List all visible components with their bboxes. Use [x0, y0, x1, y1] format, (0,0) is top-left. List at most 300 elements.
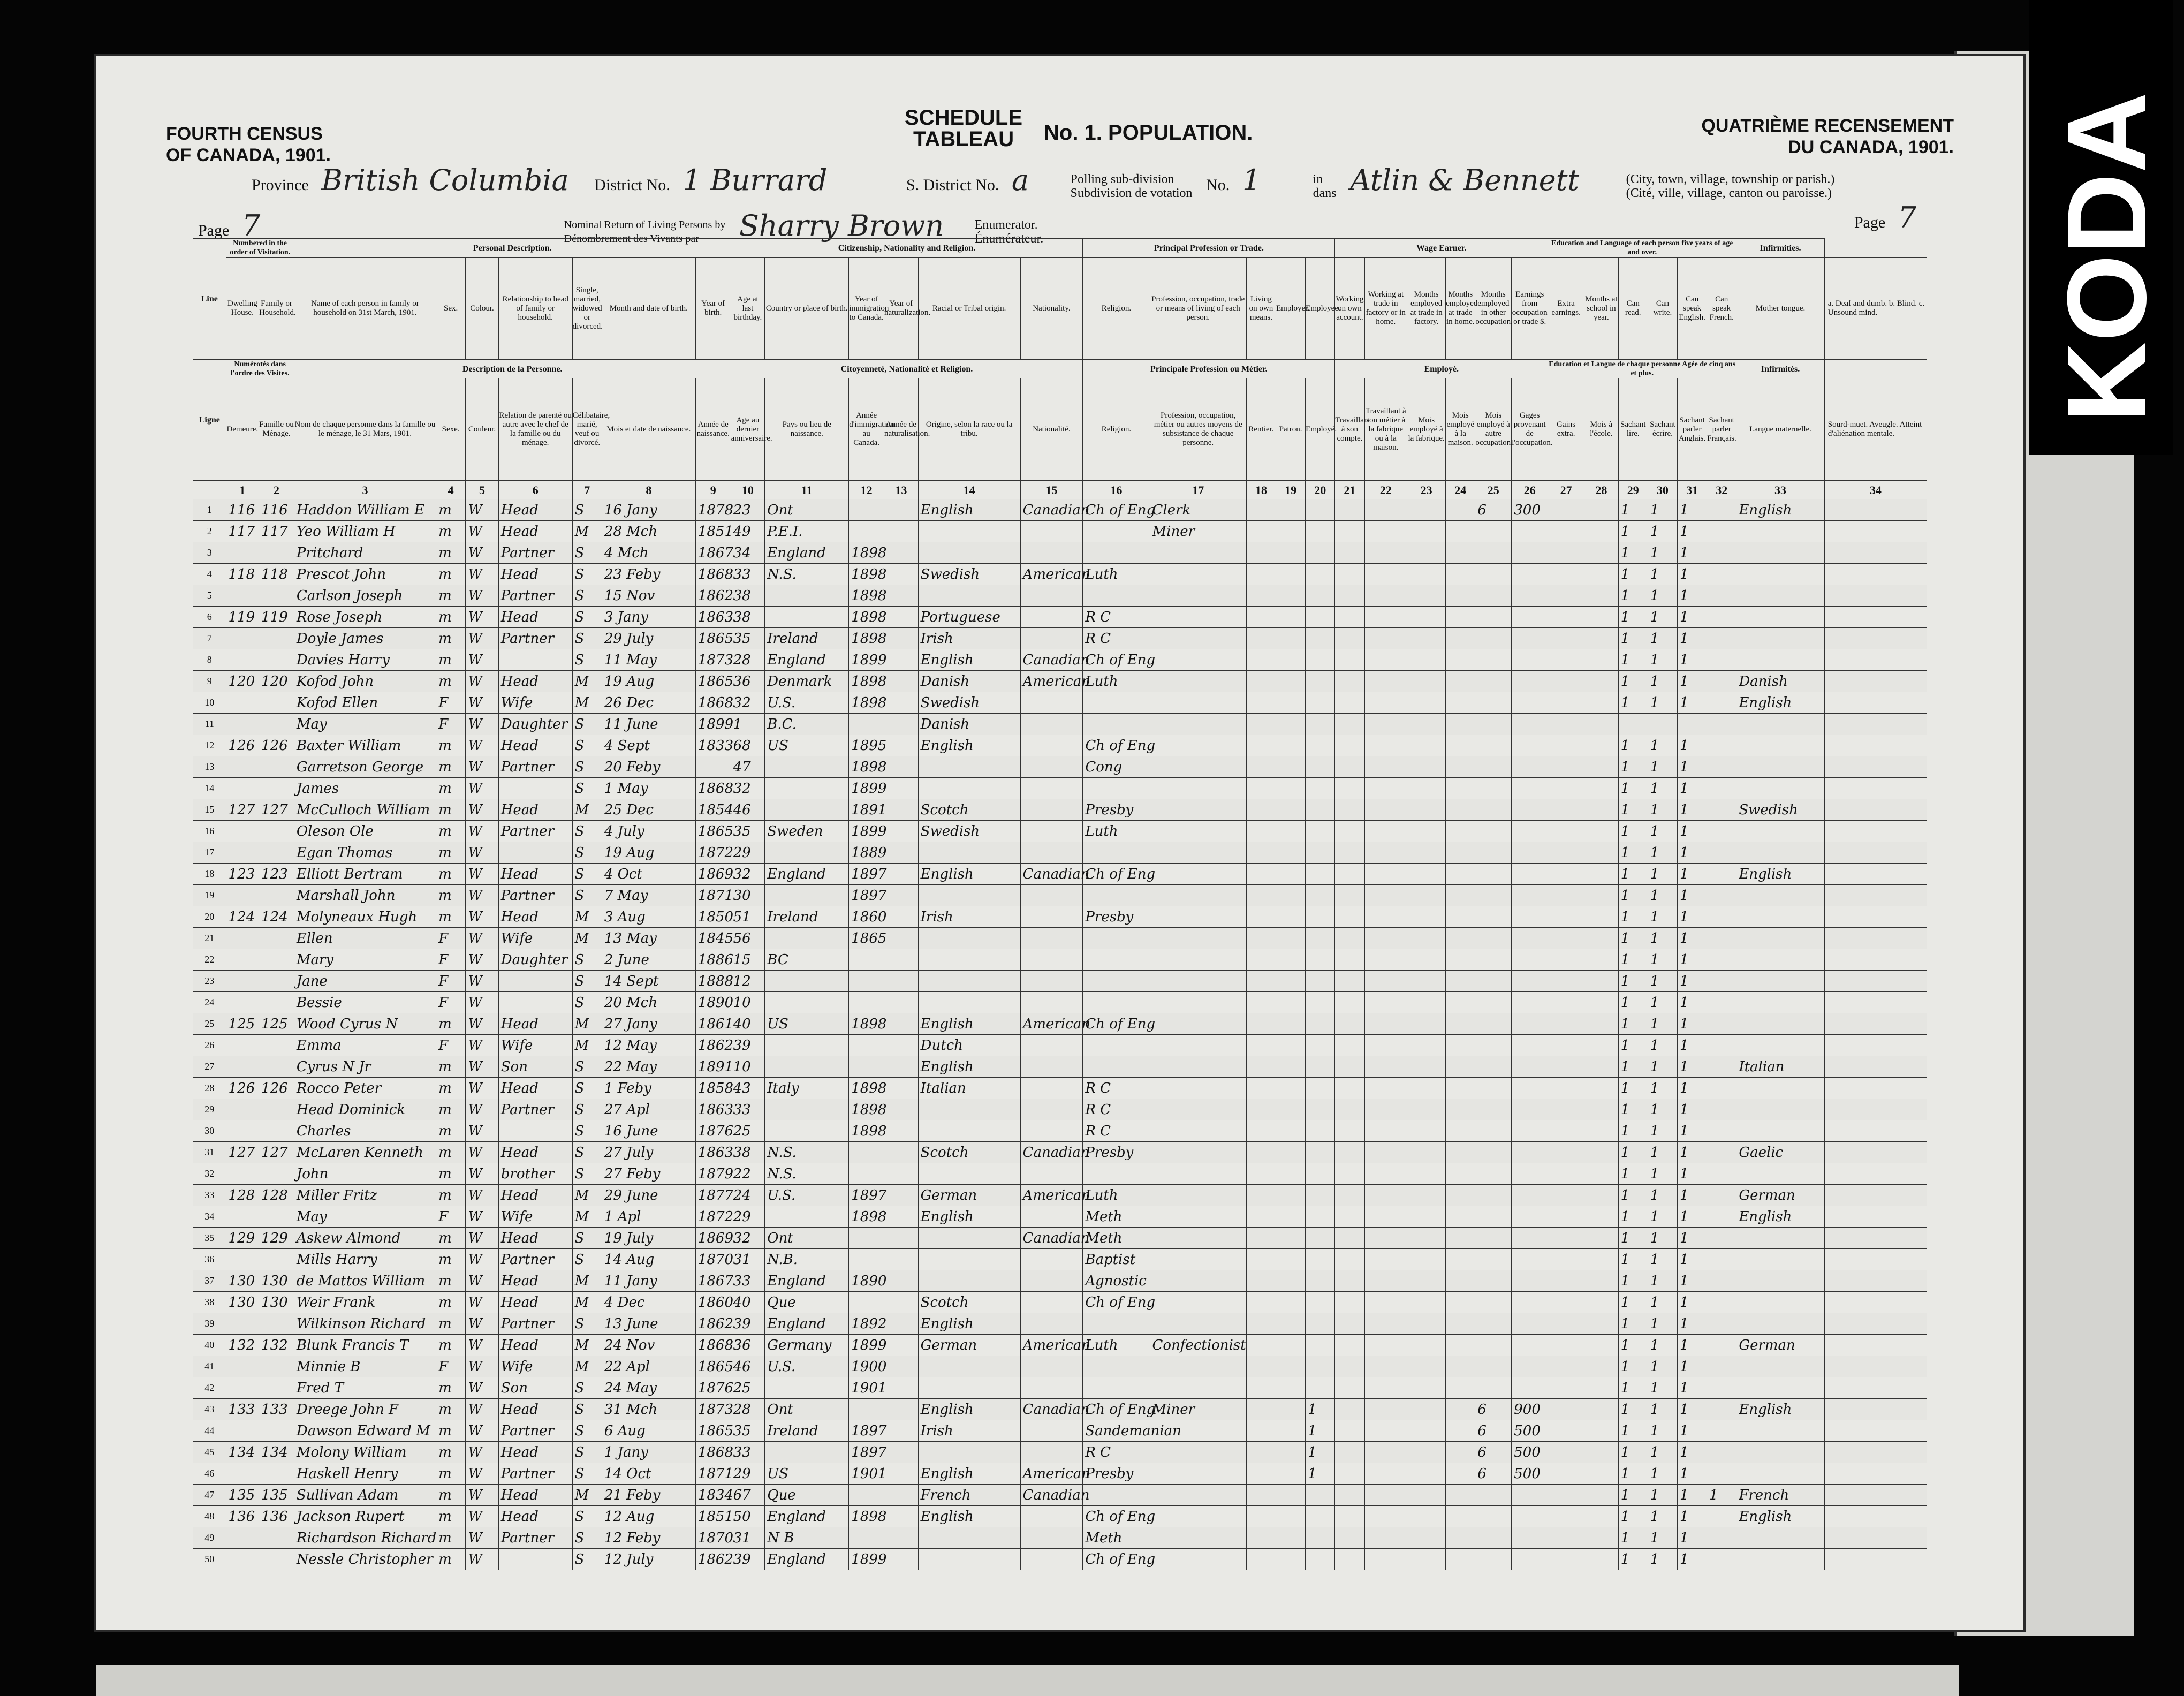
cell-own: [1246, 778, 1276, 799]
cell-mar: S: [572, 542, 602, 564]
cell-h: [226, 1099, 259, 1120]
table-row: [193, 714, 1927, 735]
cell-m-f: [1407, 1270, 1446, 1292]
cell-imm: 1898: [849, 671, 884, 692]
cell-relig: Ch of Eng: [1083, 735, 1150, 756]
cell-name: McLaren Kenneth: [294, 1142, 436, 1163]
table-row: [193, 692, 1927, 714]
col-fr-mois-maison: Mois employé à la maison.: [1446, 378, 1475, 481]
cell-col: W: [466, 1270, 499, 1292]
cell-name: Mary: [294, 949, 436, 971]
cell-bd: 24 May: [602, 1377, 695, 1399]
cell-relig: [1083, 1485, 1150, 1506]
line-number: 37: [193, 1270, 226, 1292]
cell-relig: [1083, 692, 1150, 714]
cell-write: 1: [1648, 1142, 1677, 1163]
cell-m-h: [1446, 778, 1475, 799]
cell-age: 39: [731, 1549, 765, 1570]
cell-tongue: French: [1736, 1485, 1824, 1506]
cell-col: W: [466, 1549, 499, 1570]
cell-name: Askew Almond: [294, 1228, 436, 1249]
cell-inf: [1824, 971, 1927, 992]
cell-col: W: [466, 564, 499, 585]
cell-m-h: [1446, 949, 1475, 971]
cell-imm: [849, 992, 884, 1013]
cell-f: [259, 992, 294, 1013]
cell-ext: [1548, 756, 1584, 778]
infirmities-group-header: Infirmities.: [1736, 239, 1824, 258]
cell-ee: [1306, 1313, 1335, 1335]
column-number: 9: [695, 481, 731, 499]
cell-read: 1: [1618, 906, 1648, 928]
cell-col: W: [466, 1249, 499, 1270]
cell-m-f: [1407, 1249, 1446, 1270]
population-label: No. 1. POPULATION.: [1044, 121, 1253, 145]
cell-age: 67: [731, 1485, 765, 1506]
column-number: 21: [1335, 481, 1364, 499]
cell-imm: [849, 1142, 884, 1163]
cell-prof: [1150, 564, 1246, 585]
cell-sex: m: [436, 1527, 466, 1549]
table-row: [193, 1270, 1927, 1292]
cell-fr: 1: [1707, 1485, 1736, 1506]
cell-imm: 1897: [849, 885, 884, 906]
cell-eng: 1: [1678, 1099, 1707, 1120]
cell-mar: M: [572, 906, 602, 928]
cell-h: 123: [226, 864, 259, 885]
cell-m-f: [1407, 521, 1446, 542]
cell-orig: [918, 885, 1020, 906]
cell-ext: [1548, 1420, 1584, 1442]
cell-oa: [1335, 1228, 1364, 1249]
cell-col: W: [466, 992, 499, 1013]
cell-orig: Scotch: [918, 1142, 1020, 1163]
cell-eng: 1: [1678, 756, 1707, 778]
table-row: [193, 949, 1927, 971]
cell-ext: [1548, 628, 1584, 649]
line-number: 26: [193, 1035, 226, 1056]
cell-mar: M: [572, 521, 602, 542]
tableau-label: TABLEAU: [913, 127, 1014, 151]
cell-m-h: [1446, 692, 1475, 714]
cell-read: 1: [1618, 607, 1648, 628]
col-age: Age at last birthday.: [731, 258, 765, 360]
cell-imm: 1898: [849, 564, 884, 585]
cell-inf: [1824, 1013, 1927, 1035]
cell-natl: [1020, 756, 1083, 778]
cell-read: 1: [1618, 1249, 1648, 1270]
cell-sch: [1584, 971, 1619, 992]
cell-read: 1: [1618, 1099, 1648, 1120]
cell-sex: F: [436, 971, 466, 992]
cell-imm: 1898: [849, 607, 884, 628]
cell-read: 1: [1618, 778, 1648, 799]
citizenship-group-header-fr: Citoyenneté, Nationalité et Religion.: [731, 360, 1083, 378]
cell-age: 32: [731, 692, 765, 714]
cell-own: [1246, 521, 1276, 542]
cell-mar: S: [572, 1249, 602, 1270]
cell-prof: [1150, 671, 1246, 692]
cell-ext: [1548, 1377, 1584, 1399]
cell-emp: [1276, 906, 1306, 928]
cell-m-f: [1407, 1142, 1446, 1163]
cell-name: Garretson George: [294, 756, 436, 778]
cell-inf: [1824, 799, 1927, 821]
cell-imm: 1899: [849, 821, 884, 842]
line-number: 34: [193, 1206, 226, 1228]
cell-eng: 1: [1678, 1078, 1707, 1099]
cell-m-o: [1475, 992, 1512, 1013]
column-number: [193, 481, 226, 499]
cell-natl: [1020, 714, 1083, 735]
cell-emp: [1276, 971, 1306, 992]
cell-ext: [1548, 1228, 1584, 1249]
table-row: [193, 564, 1927, 585]
cell-rel: Partner: [498, 628, 572, 649]
cell-f: [259, 628, 294, 649]
line-number: 22: [193, 949, 226, 971]
cell-relig: Ch of Eng: [1083, 864, 1150, 885]
cell-orig: Irish: [918, 906, 1020, 928]
cell-wk: [1364, 585, 1407, 607]
cell-sex: m: [436, 499, 466, 521]
cell-prof: [1150, 542, 1246, 564]
cell-bp: US: [765, 735, 849, 756]
cell-bd: 11 May: [602, 649, 695, 671]
cell-imm: [849, 971, 884, 992]
cell-inf: [1824, 1035, 1927, 1056]
cell-ext: [1548, 949, 1584, 971]
cell-sch: [1584, 1356, 1619, 1377]
cell-m-f: [1407, 1163, 1446, 1185]
col-fr-lire: Sachant lire.: [1618, 378, 1648, 481]
cell-relig: R C: [1083, 628, 1150, 649]
cell-nat: [884, 735, 919, 756]
cell-mar: S: [572, 1120, 602, 1142]
cell-ee: [1306, 649, 1335, 671]
cell-bd: 11 Jany: [602, 1270, 695, 1292]
cell-f: 133: [259, 1399, 294, 1420]
cell-mar: S: [572, 971, 602, 992]
cell-bd: 16 June: [602, 1120, 695, 1142]
cell-inf: [1824, 1099, 1927, 1120]
cell-nat: [884, 864, 919, 885]
cell-nat: [884, 1185, 919, 1206]
cell-oa: [1335, 1549, 1364, 1570]
cell-m-f: [1407, 1506, 1446, 1527]
cell-write: 1: [1648, 1356, 1677, 1377]
cell-own: [1246, 1228, 1276, 1249]
line-number: 46: [193, 1463, 226, 1485]
cell-prof: [1150, 1249, 1246, 1270]
cell-prof: [1150, 756, 1246, 778]
cell-by: 1891: [695, 1056, 731, 1078]
table-row: [193, 1335, 1927, 1356]
cell-oa: [1335, 1292, 1364, 1313]
cell-rel: [498, 649, 572, 671]
table-row: [193, 585, 1927, 607]
cell-name: Kofod John: [294, 671, 436, 692]
cell-tongue: [1736, 1078, 1824, 1099]
cell-emp: [1276, 1442, 1306, 1463]
cell-f: [259, 1099, 294, 1120]
cell-fr: [1707, 949, 1736, 971]
cell-wk: [1364, 1527, 1407, 1549]
col-marital: Single, married, widowed or divorced.: [572, 258, 602, 360]
cell-age: 33: [731, 1442, 765, 1463]
cell-mar: S: [572, 842, 602, 864]
cell-oa: [1335, 821, 1364, 842]
cell-m-f: [1407, 992, 1446, 1013]
cell-natl: [1020, 735, 1083, 756]
cell-rel: Head: [498, 1399, 572, 1420]
cell-natl: [1020, 1506, 1083, 1527]
cell-m-o: [1475, 885, 1512, 906]
cell-write: 1: [1648, 906, 1677, 928]
cell-tongue: [1736, 992, 1824, 1013]
line-number: 42: [193, 1377, 226, 1399]
cell-inf: [1824, 1292, 1927, 1313]
line-number: 30: [193, 1120, 226, 1142]
cell-m-h: [1446, 906, 1475, 928]
cell-bd: 13 May: [602, 928, 695, 949]
table-row: [193, 1185, 1927, 1206]
cell-tongue: [1736, 1120, 1824, 1142]
cell-ee: [1306, 799, 1335, 821]
cell-ee: [1306, 949, 1335, 971]
cell-sex: m: [436, 1377, 466, 1399]
cell-oa: [1335, 971, 1364, 992]
cell-rel: Partner: [498, 542, 572, 564]
cell-orig: [918, 1099, 1020, 1120]
cell-h: 116: [226, 499, 259, 521]
cell-m-f: [1407, 1527, 1446, 1549]
cell-h: 127: [226, 799, 259, 821]
cell-prof: [1150, 1377, 1246, 1399]
cell-ext: [1548, 735, 1584, 756]
cell-m-h: [1446, 1163, 1475, 1185]
cell-rel: Partner: [498, 1420, 572, 1442]
cell-age: 34: [731, 542, 765, 564]
table-row: [193, 671, 1927, 692]
cell-rel: [498, 778, 572, 799]
cell-mar: M: [572, 1270, 602, 1292]
cell-orig: [918, 992, 1020, 1013]
cell-bd: 2 June: [602, 949, 695, 971]
cell-wk: [1364, 842, 1407, 864]
cell-imm: [849, 1485, 884, 1506]
cell-fr: [1707, 628, 1736, 649]
cell-col: W: [466, 1035, 499, 1056]
cell-col: W: [466, 864, 499, 885]
cell-f: 128: [259, 1185, 294, 1206]
cell-wk: [1364, 1335, 1407, 1356]
cell-prof: [1150, 864, 1246, 885]
cell-write: 1: [1648, 1056, 1677, 1078]
cell-mar: S: [572, 778, 602, 799]
cell-prof: [1150, 1206, 1246, 1228]
cell-age: 28: [731, 649, 765, 671]
cell-sex: m: [436, 1185, 466, 1206]
cell-read: 1: [1618, 521, 1648, 542]
column-number: 32: [1707, 481, 1736, 499]
cell-rel: Partner: [498, 821, 572, 842]
cell-ext: [1548, 607, 1584, 628]
cell-by: 1877: [695, 1185, 731, 1206]
col-months-other: Months employed in other occupation.: [1475, 258, 1512, 360]
cell-by: 1867: [695, 542, 731, 564]
col-can-read: Can read.: [1618, 258, 1648, 360]
cell-ee: [1306, 1056, 1335, 1078]
cell-bp: BC: [765, 949, 849, 971]
cell-bd: 19 Aug: [602, 842, 695, 864]
cell-ee: [1306, 564, 1335, 585]
cell-nat: [884, 1463, 919, 1485]
cell-age: 29: [731, 1463, 765, 1485]
cell-bd: 31 Mch: [602, 1399, 695, 1420]
cell-ext: [1548, 1249, 1584, 1270]
cell-bp: [765, 1377, 849, 1399]
cell-name: Dreege John F: [294, 1399, 436, 1420]
col-nationality: Nationality.: [1020, 258, 1083, 360]
col-naturalization-year: Year of naturalization.: [884, 258, 919, 360]
cell-rel: Partner: [498, 1527, 572, 1549]
cell-read: 1: [1618, 1035, 1648, 1056]
cell-prof: Miner: [1150, 1399, 1246, 1420]
cell-nat: [884, 1420, 919, 1442]
cell-oa: [1335, 1356, 1364, 1377]
column-number: 1: [226, 481, 259, 499]
cell-ee: [1306, 499, 1335, 521]
cell-bd: 23 Feby: [602, 564, 695, 585]
table-row: [193, 1056, 1927, 1078]
cell-own: [1246, 1206, 1276, 1228]
cell-sch: [1584, 1206, 1619, 1228]
cell-by: 1858: [695, 1078, 731, 1099]
cell-natl: [1020, 1377, 1083, 1399]
cell-wk: [1364, 1420, 1407, 1442]
table-row: [193, 1506, 1927, 1527]
cell-read: 1: [1618, 1185, 1648, 1206]
cell-by: 1854: [695, 799, 731, 821]
cell-earn: [1512, 949, 1548, 971]
col-fr-anglais: Sachant parler Anglais.: [1678, 378, 1707, 481]
cell-read: 1: [1618, 1356, 1648, 1377]
wage-group-header: Wage Earner.: [1335, 239, 1548, 258]
cell-write: 1: [1648, 1527, 1677, 1549]
cell-inf: [1824, 671, 1927, 692]
page-label: Page: [198, 222, 230, 239]
census-title-en-line2: OF CANADA, 1901.: [166, 145, 331, 165]
cell-read: 1: [1618, 799, 1648, 821]
cell-mar: S: [572, 1549, 602, 1570]
cell-natl: [1020, 1527, 1083, 1549]
cell-prof: [1150, 1078, 1246, 1099]
cell-m-f: [1407, 1185, 1446, 1206]
cell-bd: 3 Jany: [602, 607, 695, 628]
cell-nat: [884, 1356, 919, 1377]
cell-m-o: [1475, 1313, 1512, 1335]
cell-sch: [1584, 1292, 1619, 1313]
cell-sch: [1584, 714, 1619, 735]
cell-orig: French: [918, 1485, 1020, 1506]
cell-sch: [1584, 842, 1619, 864]
cell-fr: [1707, 1335, 1736, 1356]
cell-ext: [1548, 1035, 1584, 1056]
cell-mar: S: [572, 628, 602, 649]
cell-sch: [1584, 1142, 1619, 1163]
cell-ee: [1306, 756, 1335, 778]
cell-tongue: [1736, 649, 1824, 671]
column-number: 10: [731, 481, 765, 499]
cell-name: May: [294, 1206, 436, 1228]
cell-sex: m: [436, 906, 466, 928]
cell-relig: [1083, 542, 1150, 564]
cell-h: 119: [226, 607, 259, 628]
cell-sch: [1584, 949, 1619, 971]
cell-read: 1: [1618, 1056, 1648, 1078]
cell-orig: Danish: [918, 714, 1020, 735]
cell-by: 1869: [695, 864, 731, 885]
cell-orig: Swedish: [918, 692, 1020, 714]
profession-group-header: Principal Profession or Trade.: [1083, 239, 1335, 258]
cell-orig: English: [918, 649, 1020, 671]
cell-bp: England: [765, 1506, 849, 1527]
cell-orig: Swedish: [918, 564, 1020, 585]
cell-prof: [1150, 928, 1246, 949]
cell-oa: [1335, 607, 1364, 628]
table-row: [193, 778, 1927, 799]
visitation-group-header: Numbered in the order of Visitation.: [226, 239, 294, 258]
cell-age: 25: [731, 1377, 765, 1399]
cell-h: [226, 1463, 259, 1485]
cell-tongue: [1736, 1549, 1824, 1570]
cell-name: Ellen: [294, 928, 436, 949]
cell-h: 117: [226, 521, 259, 542]
cell-earn: [1512, 799, 1548, 821]
cell-bd: 4 Mch: [602, 542, 695, 564]
cell-eng: 1: [1678, 821, 1707, 842]
cell-ee: [1306, 992, 1335, 1013]
cell-m-f: [1407, 1035, 1446, 1056]
line-number: 4: [193, 564, 226, 585]
cell-by: 1865: [695, 1420, 731, 1442]
cell-natl: [1020, 692, 1083, 714]
cell-f: 126: [259, 735, 294, 756]
cell-emp: [1276, 1163, 1306, 1185]
cell-natl: Canadian: [1020, 1142, 1083, 1163]
cell-ee: [1306, 671, 1335, 692]
census-title-fr-line1: QUATRIÈME RECENSEMENT: [1701, 116, 1954, 136]
cell-wk: [1364, 521, 1407, 542]
cell-eng: 1: [1678, 1249, 1707, 1270]
cell-natl: [1020, 1120, 1083, 1142]
cell-ext: [1548, 885, 1584, 906]
cell-oa: [1335, 864, 1364, 885]
cell-mar: S: [572, 885, 602, 906]
line-number: 14: [193, 778, 226, 799]
cell-prof: [1150, 821, 1246, 842]
cell-m-f: [1407, 1228, 1446, 1249]
cell-tongue: English: [1736, 499, 1824, 521]
cell-oa: [1335, 1078, 1364, 1099]
cell-earn: [1512, 971, 1548, 992]
cell-m-f: [1407, 649, 1446, 671]
cell-nat: [884, 799, 919, 821]
cell-read: 1: [1618, 885, 1648, 906]
cell-orig: [918, 756, 1020, 778]
cell-name: Baxter William: [294, 735, 436, 756]
